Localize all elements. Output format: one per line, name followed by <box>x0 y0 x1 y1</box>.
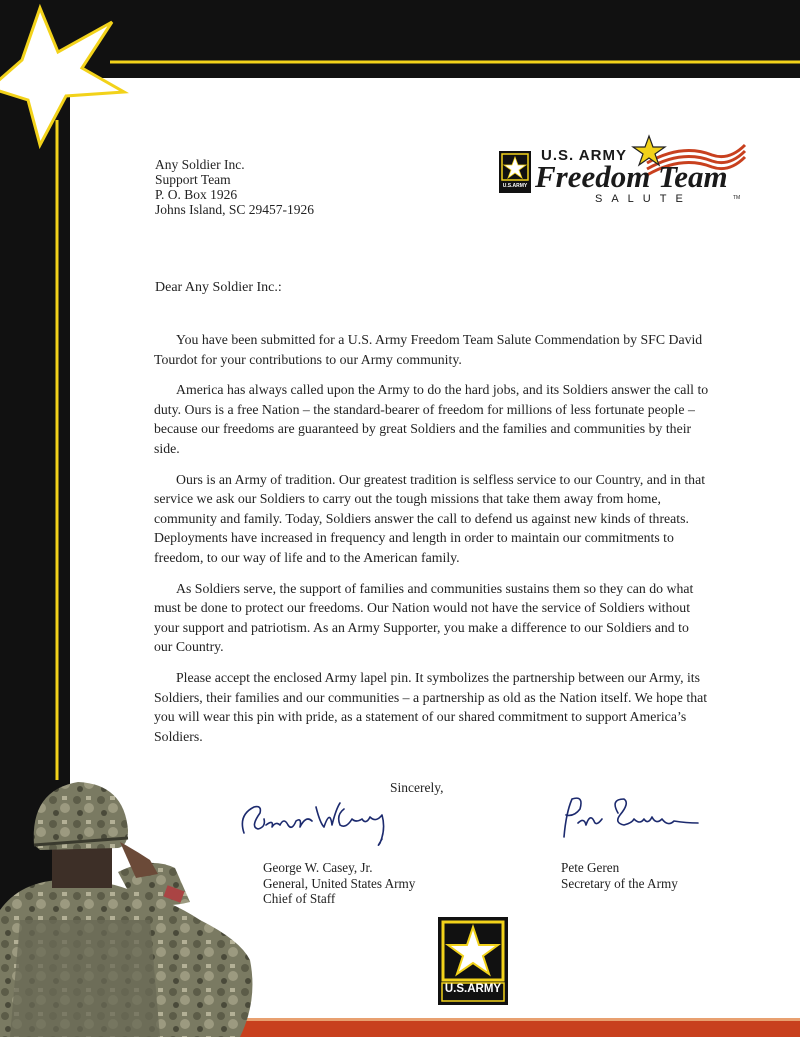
us-army-logo <box>438 917 508 1007</box>
address-line: P. O. Box 1926 <box>155 187 238 202</box>
logo-tm: TM <box>733 195 741 201</box>
saluting-soldier-image <box>0 770 270 1037</box>
logo-freedom-team-text: Freedom Team <box>535 159 728 194</box>
body-paragraph: Ours is an Army of tradition. Our greatest tradition is selfless service to our Country, and in that service we ask our Soldiers to carry out the tough missions that take them away from home, community and family. Today, Soldiers answer the call to defend us against new kinds of threats. Deployments have increased in frequency and length in order to maintain our commitments to freedom, to our way of life and to the American family. <box>154 471 706 565</box>
signatory-casey <box>263 860 415 907</box>
address-line: Johns Island, SC 29457-1926 <box>155 202 315 217</box>
address-line: Any Soldier Inc. <box>155 157 245 172</box>
body-paragraph: Please accept the enclosed Army lapel pin. It symbolizes the partnership between our Army, its Soldiers, their families and our communities – a partnership as old as the Nation itself. We hope that you will wear this pin with pride, as a statement of our shared commitment to support America’s Soldiers. <box>154 669 708 744</box>
logo-badge-text: U.S.ARMY <box>502 183 528 189</box>
address-line: Support Team <box>155 172 231 187</box>
freedom-team-salute-logo <box>497 133 747 213</box>
signatory-title: General, United States Army <box>263 875 416 891</box>
closing: Sincerely, <box>390 780 444 795</box>
signatory-title: Chief of Staff <box>263 891 336 906</box>
recipient-address <box>155 157 314 217</box>
body-paragraph: You have been submitted for a U.S. Army Freedom Team Salute Commendation by SFC David Tourdot for your contributions to our Army community. <box>154 332 703 367</box>
signatory-geren <box>561 860 678 891</box>
greeting: Dear Any Soldier Inc.: <box>155 280 282 295</box>
body-paragraph: As Soldiers serve, the support of families and communities sustains them so they can do what must be done to protect our freedoms. Our Nation would not have the service of Soldiers without your support and patriotism. As an Army Supporter, you make a difference to our Soldiers and to our Country. <box>154 580 694 655</box>
logo-salute-text: SALUTE <box>595 193 692 205</box>
army-logo-label: U.S.ARMY <box>444 983 502 995</box>
body-paragraph: America has always called upon the Army to do the hard jobs, and its Soldiers answer the call to duty. Ours is a free Nation – the standard-bearer of freedom for millions of less fortunate people – because our freedoms are guaranteed by great Soldiers and the families and communities by their side. <box>154 382 709 456</box>
signatory-title: Secretary of the Army <box>561 875 678 891</box>
letter-body <box>154 330 709 757</box>
signatory-name: Pete Geren <box>561 860 620 875</box>
signatory-name: George W. Casey, Jr. <box>263 860 373 875</box>
signature-geren <box>558 793 708 843</box>
logo-us-army-text: U.S. ARMY <box>541 147 627 164</box>
